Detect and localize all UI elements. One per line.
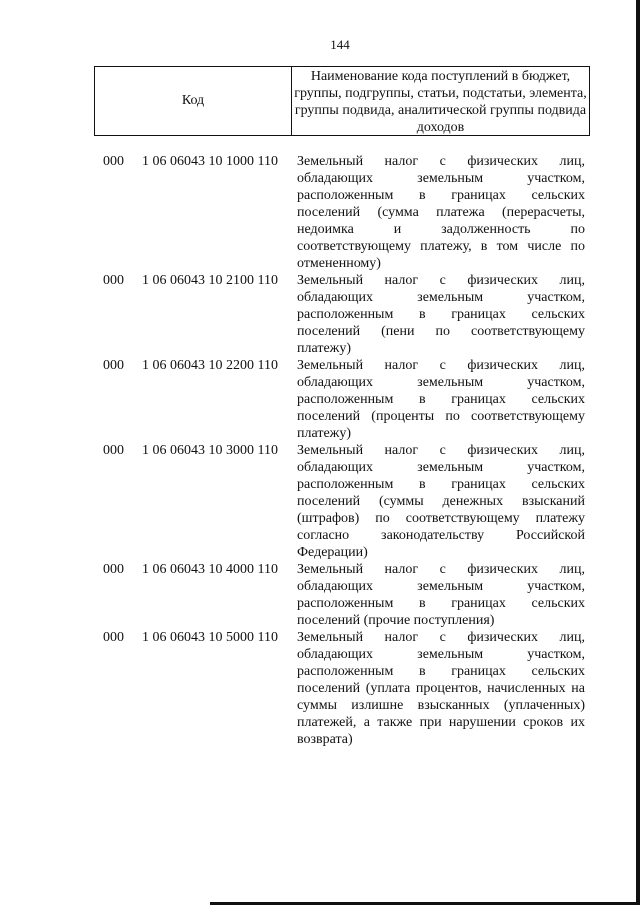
revenue-code: 1 06 06043 10 1000 110 xyxy=(142,154,278,169)
table-row xyxy=(0,272,640,357)
page-number: 144 xyxy=(330,37,350,52)
revenue-code: 1 06 06043 10 2200 110 xyxy=(142,358,278,373)
revenue-code: 1 06 06043 10 3000 110 xyxy=(142,443,278,458)
revenue-description: Земельный налог с физических лиц, обладающих земельным участком, расположенным в границах сельских поселений (пени по соответствующему платежу) xyxy=(297,273,585,356)
table-row xyxy=(0,561,640,629)
revenue-description: Земельный налог с физических лиц, обладающих земельным участком, расположенным в границах сельских поселений (суммы денежных взысканий (штрафов) по соответствующему платежу согласно законодательству Российской Федерации) xyxy=(297,443,585,560)
header-code-label: Код xyxy=(181,93,205,108)
admin-code: 000 xyxy=(103,358,124,373)
header-name-cell: Наименование кода поступлений в бюджет, группы, подгруппы, статьи, подстатьи, элемента, группы подвида, аналитической группы подвида доходов xyxy=(294,69,587,135)
revenue-description: Земельный налог с физических лиц, обладающих земельным участком, расположенным в границах сельских поселений (проценты по соответствующему платежу) xyxy=(297,358,585,441)
admin-code: 000 xyxy=(103,562,124,577)
table-row xyxy=(0,153,640,272)
table-row xyxy=(0,357,640,442)
admin-code: 000 xyxy=(103,443,124,458)
revenue-description: Земельный налог с физических лиц, обладающих земельным участком, расположенным в границах сельских поселений (прочие поступления) xyxy=(297,562,585,628)
table-row xyxy=(0,629,640,748)
admin-code: 000 xyxy=(103,154,124,169)
revenue-description: Земельный налог с физических лиц, обладающих земельным участком, расположенным в границах сельских поселений (сумма платежа (перерасчеты, недоимка и задолженность по соответствующему платежу, в том числе по отмененному) xyxy=(297,154,585,271)
admin-code: 000 xyxy=(103,630,124,645)
revenue-description: Земельный налог с физических лиц, обладающих земельным участком, расположенным в границах сельских поселений (уплата процентов, начисленных на суммы излишне взысканных (уплаченных) платежей, а также при нарушении сроков их возврата) xyxy=(297,630,585,747)
admin-code: 000 xyxy=(103,273,124,288)
table-row xyxy=(0,442,640,561)
table-header xyxy=(94,66,590,136)
revenue-code: 1 06 06043 10 4000 110 xyxy=(142,562,278,577)
table-body xyxy=(0,153,640,748)
revenue-code: 1 06 06043 10 5000 110 xyxy=(142,630,278,645)
header-code-cell xyxy=(95,67,292,135)
revenue-code: 1 06 06043 10 2100 110 xyxy=(142,273,278,288)
